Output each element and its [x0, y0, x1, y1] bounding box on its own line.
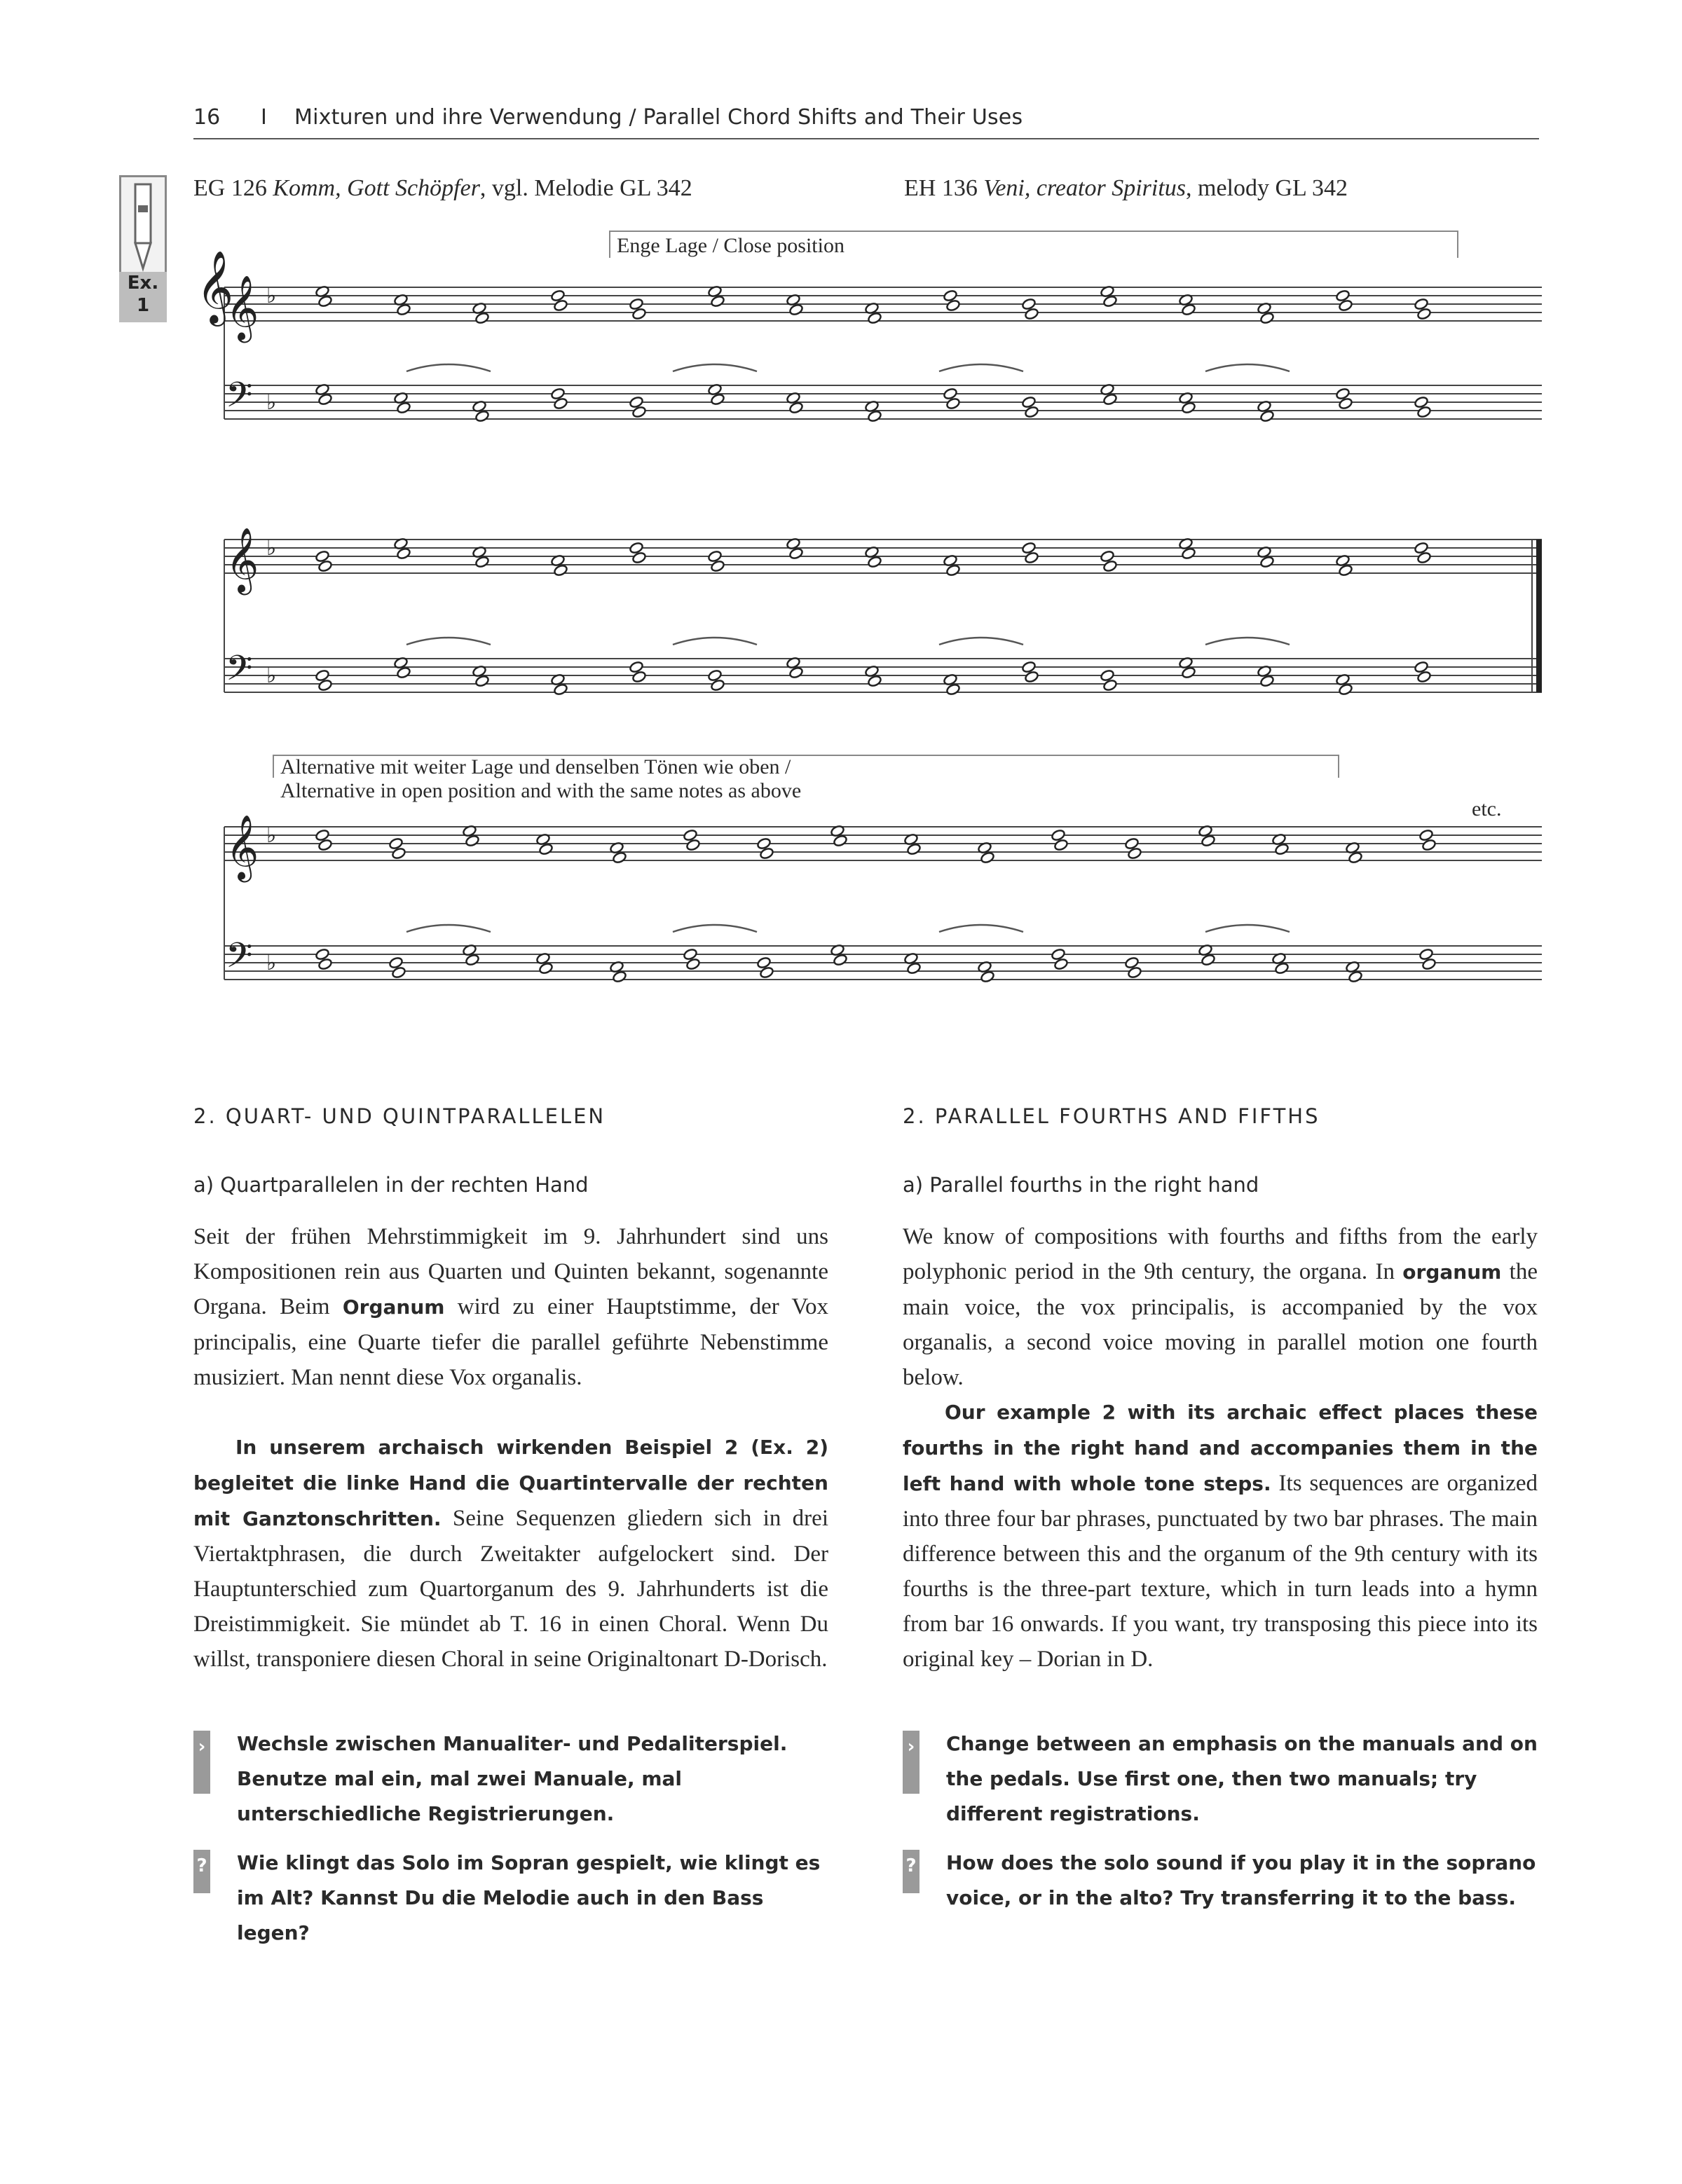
- hymn-de-title: Komm, Gott Schöpfer: [273, 175, 480, 201]
- hymn-en-title: Veni, creator Spiritus: [983, 175, 1186, 201]
- header-rule: [193, 138, 1539, 139]
- hymn-de-prefix: EG 126: [193, 175, 273, 201]
- paragraph-en-2: Our example 2 with its archaic effect places these fourths in the right hand and accompanies them in the left hand with whole tone steps. Its sequences are organized into three four bar phrases, punctuated by two bar phrases. The main difference between this and the organum of the 9th century with its fourths is the three-part texture, which in turn leads into a hymn from bar 16 onwards. If you want, try transposing this piece into its original key – Dorian in D.: [903, 1401, 1538, 1672]
- key-flat: ♭: [266, 664, 277, 688]
- bass-clef-icon: 𝄢: [226, 648, 253, 697]
- bass-clef-icon: 𝄢: [226, 375, 253, 424]
- hymn-en-prefix: EH 136: [904, 175, 984, 201]
- example-label-text: Ex.: [127, 273, 159, 294]
- music-score: [182, 210, 1549, 1037]
- example-label-number: 1: [136, 295, 150, 316]
- close-position-label: Enge Lage / Close position: [617, 234, 845, 257]
- question-tip-icon: ?: [903, 1850, 919, 1893]
- hymn-de-suffix: , vgl. Melodie GL 342: [479, 175, 692, 201]
- bass-clef-icon: 𝄢: [226, 935, 253, 984]
- key-flat: ♭: [266, 823, 277, 848]
- hymn-heading-en: [904, 175, 1348, 202]
- treble-clef-icon: 𝄞: [226, 527, 259, 592]
- treble-clef-icon: 𝄞: [226, 814, 259, 879]
- slur: [673, 364, 757, 371]
- slur: [673, 925, 757, 932]
- slur: [406, 364, 491, 371]
- slur: [673, 638, 757, 645]
- key-flat: ♭: [266, 390, 277, 415]
- slur: [1205, 364, 1290, 371]
- arrow-tip-icon: ›: [193, 1731, 210, 1794]
- organ-pipe-icon: [119, 175, 167, 283]
- subsection-heading-de: a) Quartparallelen in der rechten Hand: [193, 1173, 589, 1197]
- chapter-number: I: [261, 105, 267, 130]
- paragraph-en-1: We know of compositions with fourths and fifths from the early polyphonic period in the 9th century, the organa. In organum the main voice, the vox principalis, is accompanied by the vox organalis, a second voice moving in parallel motion one fourth below.: [903, 1224, 1538, 1390]
- slur: [939, 925, 1023, 932]
- tip-en-1: Change between an emphasis on the manuals and on the pedals. Use first one, then two manuals; try different registrations.: [946, 1732, 1538, 1825]
- treble-clef-icon: 𝄞: [226, 275, 259, 340]
- running-title: Mixturen und ihre Verwendung / Parallel Chord Shifts and Their Uses: [294, 105, 1023, 130]
- arrow-tip-icon: ›: [903, 1731, 919, 1794]
- paragraph-de-1: Seit der frühen Mehrstimmigkeit im 9. Jahrhundert sind uns Kompositionen rein aus Quarten und Quinten bekannt, sogenannte Organa. Beim Organum wird zu einer Hauptstimme, der Vox principalis, eine Quarte tiefer die parallel geführte Nebenstimme musiziert. Man nennt diese Vox organalis.: [193, 1224, 828, 1390]
- slur: [406, 925, 491, 932]
- tip-de-2: Wie klingt das Solo im Sopran gespielt, wie klingt es im Alt? Kannst Du die Melodie auch in den Bass legen?: [237, 1851, 821, 1944]
- example-label: [119, 272, 167, 322]
- slur: [1205, 638, 1290, 645]
- key-flat: ♭: [266, 951, 277, 975]
- key-flat: ♭: [266, 536, 277, 561]
- slur: [939, 364, 1023, 371]
- tip-en-2: How does the solo sound if you play it in the soprano voice, or in the alto? Try transferring it to the bass.: [946, 1851, 1536, 1909]
- page-number: 16: [193, 105, 221, 130]
- term-organum-de: Organum: [342, 1296, 445, 1319]
- question-tip-icon: ?: [193, 1850, 210, 1893]
- paragraph-de-2: In unserem archaisch wirkenden Beispiel 2 (Ex. 2) begleitet die linke Hand die Quartintervalle der rechten mit Ganztonschritten. Seine Sequenzen gliedern sich in drei Viertaktphrasen, die durch Zweitakter aufgelockert sind. Der Hauptunterschied zum Quartorganum des 9. Jahrhunderts ist die Dreistimmigkeit. Sie mündet ab T. 16 in einen Choral. Wenn Du willst, transponiere diesen Choral in seine Originaltonart D-Dorisch.: [193, 1436, 828, 1672]
- hymn-heading-de: [193, 175, 692, 202]
- final-barline: [1536, 540, 1542, 692]
- hymn-en-suffix: , melody GL 342: [1186, 175, 1348, 201]
- tip-de-1: Wechsle zwischen Manualiter- und Pedaliterspiel. Benutze mal ein, mal zwei Manuale, mal unterschiedliche Registrierungen.: [237, 1732, 788, 1825]
- slur: [939, 638, 1023, 645]
- term-organum-en: organum: [1402, 1261, 1502, 1284]
- etc-label: etc.: [1472, 797, 1502, 820]
- treble-clef-icon: 𝄞: [196, 250, 234, 324]
- alternative-label-en: Alternative in open position and with the same notes as above: [280, 779, 802, 802]
- section-heading-en: 2. PARALLEL FOURTHS AND FIFTHS: [903, 1104, 1320, 1128]
- alternative-label-de: Alternative mit weiter Lage und denselben Tönen wie oben /: [280, 755, 791, 778]
- section-heading-de: 2. QUART- UND QUINTPARALLELEN: [193, 1104, 606, 1128]
- key-flat: ♭: [266, 284, 277, 308]
- subsection-heading-en: a) Parallel fourths in the right hand: [903, 1173, 1259, 1197]
- slur: [1205, 925, 1290, 932]
- slur: [406, 638, 491, 645]
